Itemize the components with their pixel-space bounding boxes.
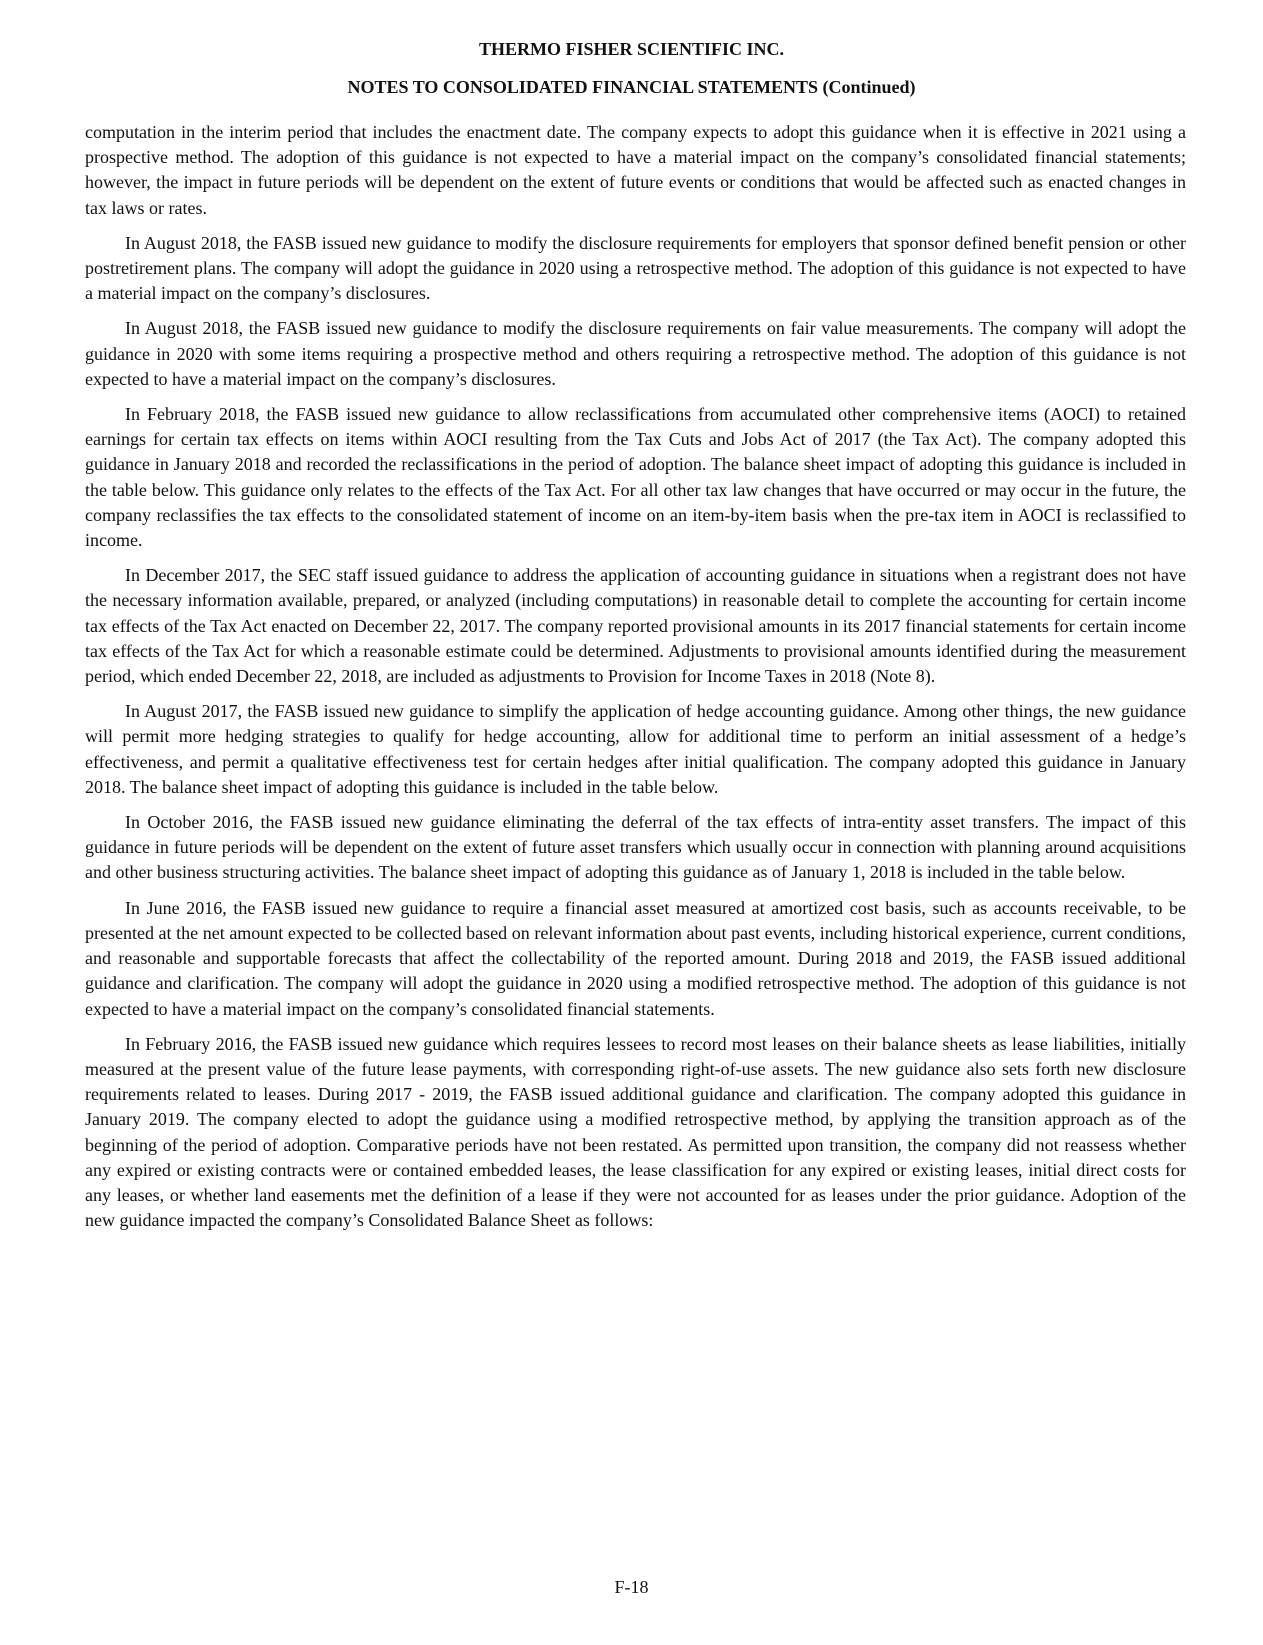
paragraph-fair-value: In August 2018, the FASB issued new guidance to modify the disclosure requirements on fair value measurements. The company will adopt the guidance in 2020 with some items requiring a prospective method and others requiring a retrospective method. The adoption of this guidance is not expected to have a material impact on the company’s disclosures.: [85, 318, 1186, 389]
paragraph-credit-losses: In June 2016, the FASB issued new guidance to require a financial asset measured at amortized cost basis, such as accounts receivable, to be presented at the net amount expected to be collected based on relevant information about past events, including historical experience, current conditions, and reasonable and supportable forecasts that affect the collectability of the reported amount. During 2018 and 2019, the FASB issued additional guidance and clarification. The company will adopt the guidance in 2020 using a modified retrospective method. The adoption of this guidance is not expected to have a material impact on the company’s consolidated financial statements.: [85, 897, 1186, 1019]
paragraph-leases: In February 2016, the FASB issued new guidance which requires lessees to record most leases on their balance sheets as lease liabilities, initially measured at the present value of the future lease payments, with corresponding right-of-use assets. The new guidance also sets forth new disclosure requirements related to leases. During 2017 - 2019, the FASB issued additional guidance and clarification. The company adopted this guidance in January 2019. The company elected to adopt the guidance using a modified retrospective method, by applying the transition approach as of the beginning of the period of adoption. Comparative periods have not been restated. As permitted upon transition, the company did not reassess whether any expired or existing contracts were or contained embedded leases, the lease classification for any expired or existing leases, initial direct costs for any leases, or whether land easements met the definition of a lease if they were not accounted for as leases under the prior guidance. Adoption of the new guidance impacted the company’s Consolidated Balance Sheet as follows:: [85, 1033, 1186, 1231]
paragraph-intra-entity: In October 2016, the FASB issued new guidance eliminating the deferral of the tax effects of intra-entity asset transfers. The impact of this guidance in future periods will be dependent on the extent of future asset transfers which usually occur in connection with planning around acquisitions and other business structuring activities. The balance sheet impact of adopting this guidance as of January 1, 2018 is included in the table below.: [85, 812, 1186, 883]
paragraph-pension-disclosure: In August 2018, the FASB issued new guidance to modify the disclosure requirements for employers that sponsor defined benefit pension or other postretirement plans. The company will adopt the guidance in 2020 using a retrospective method. The adoption of this guidance is not expected to have a material impact on the company’s disclosures.: [85, 232, 1186, 304]
paragraph-aoci: In February 2018, the FASB issued new guidance to allow reclassifications from accumulated other comprehensive items (AOCI) to retained earnings for certain tax effects on items within AOCI resulting from the Tax Cuts and Jobs Act of 2017 (the Tax Act). The company adopted this guidance in January 2018 and recorded the reclassifications in the period of adoption. The balance sheet impact of adopting this guidance is included in the table below. This guidance only relates to the effects of the Tax Act. For all other tax law changes that have occurred or may occur in the future, the company reclassifies the tax effects to the consolidated statement of income on an item-by-item basis when the pre-tax item in AOCI is reclassified to income.: [85, 404, 1186, 551]
paragraph-sec-tax-act: In December 2017, the SEC staff issued guidance to address the application of accounting guidance in situations when a registrant does not have the necessary information available, prepared, or analyzed (including computations) in reasonable detail to complete the accounting for certain income tax effects of the Tax Act enacted on December 22, 2017. The company reported provisional amounts in its 2017 financial statements for certain income tax effects of the Tax Act for which a reasonable estimate could be determined. Adjustments to provisional amounts identified during the measurement period, which ended December 22, 2018, are included as adjustments to Provision for Income Taxes in 2018 (Note 8).: [85, 565, 1186, 687]
company-name: THERMO FISHER SCIENTIFIC INC.: [478, 39, 785, 59]
paragraph-hedge-accounting: In August 2017, the FASB issued new guidance to simplify the application of hedge accounting guidance. Among other things, the new guidance will permit more hedging strategies to qualify for hedge accounting, allow for additional time to perform an initial assessment of a hedge’s effectiveness, and permit a qualitative effectiveness test for certain hedges after initial qualification. The company adopted this guidance in January 2018. The balance sheet impact of adopting this guidance is included in the table below.: [85, 701, 1186, 797]
notes-body: [85, 120, 1186, 1243]
page-number: F-18: [614, 1577, 649, 1597]
paragraph-continued: computation in the interim period that includes the enactment date. The company expects to adopt this guidance when it is effective in 2021 using a prospective method. The adoption of this guidance is not expected to have a material impact on the company’s consolidated financial statements; however, the impact in future periods will be dependent on the extent of future events or conditions that would be affected such as enacted changes in tax laws or rates.: [85, 122, 1186, 218]
section-title: NOTES TO CONSOLIDATED FINANCIAL STATEMENTS (Continued): [347, 77, 916, 97]
